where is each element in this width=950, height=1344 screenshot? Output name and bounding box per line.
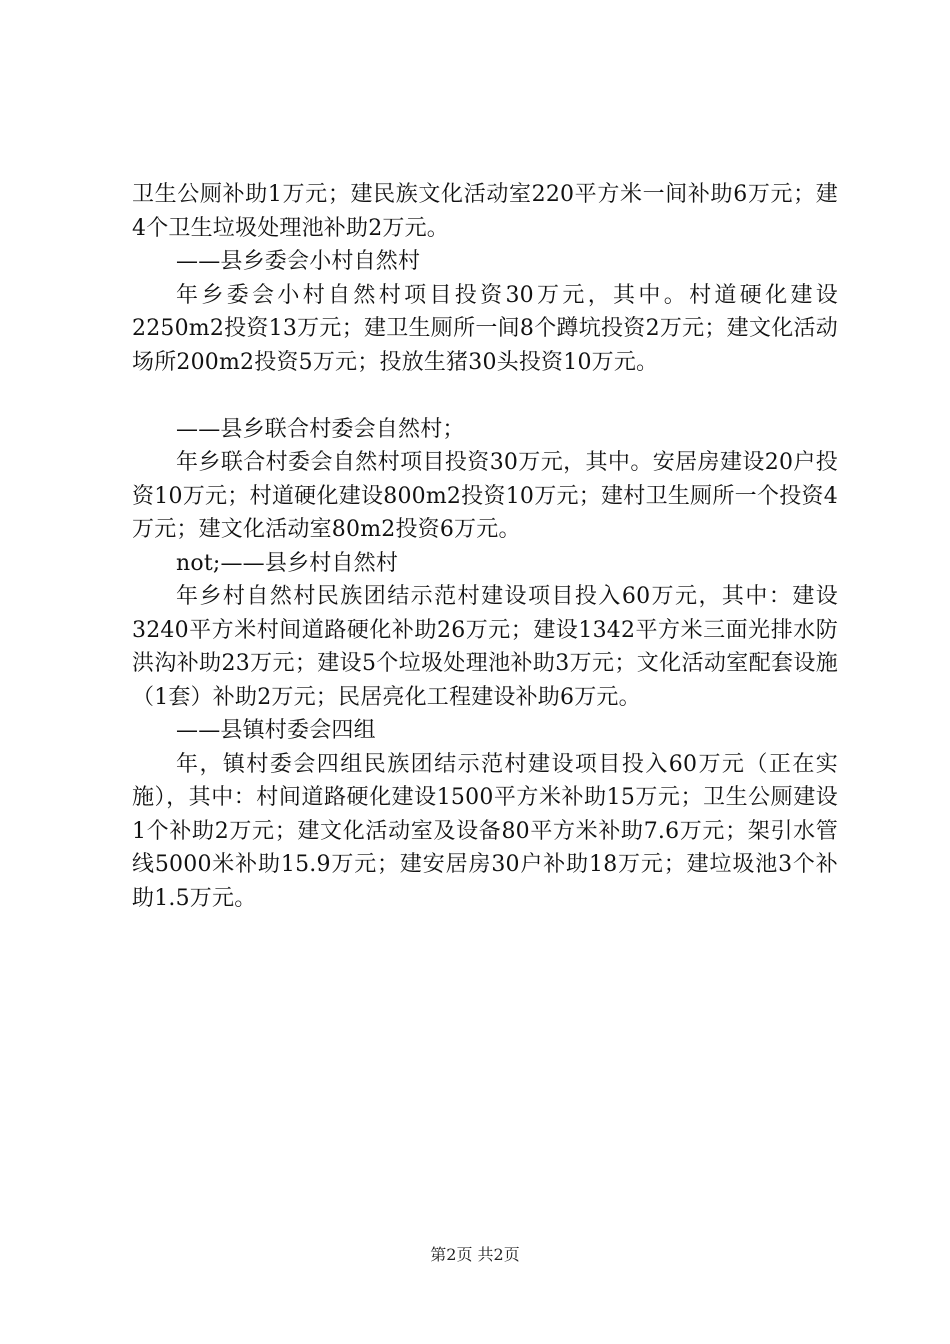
blank-line — [132, 379, 838, 413]
paragraph: 年，镇村委会四组民族团结示范村建设项目投入60万元（正在实施），其中：村间道路硬化建设1500平方米补助15万元；卫生公厕建设1个补助2万元；建文化活动室及设备80平方米补助7.6万元；架引水管线5000米补助15.9万元；建安居房30户补助18万元；建垃圾池3个补助1.5万元。 — [132, 751, 838, 911]
paragraph: 年乡村自然村民族团结示范村建设项目投入60万元，其中：建设3240平方米村间道路硬化补助26万元；建设1342平方米三面光排水防洪沟补助23万元；建设5个垃圾处理池补助3万元；文化活动室配套设施（1套）补助2万元；民居亮化工程建设补助6万元。 — [132, 584, 838, 710]
paragraph: 年乡委会小村自然村项目投资30万元，其中。村道硬化建设2250m2投资13万元；建卫生厕所一间8个蹲坑投资2万元；建文化活动场所200m2投资5万元；投放生猪30头投资10万元。 — [132, 282, 838, 375]
section-heading: ——县乡联合村委会自然村； — [176, 416, 465, 442]
paragraph: 卫生公厕补助1万元；建民族文化活动室220平方米一间补助6万元；建4个卫生垃圾处理池补助2万元。 — [132, 182, 838, 241]
section-heading: ——县镇村委会四组 — [176, 718, 376, 743]
section-heading: not;——县乡村自然村 — [176, 550, 399, 576]
section-heading: ——县乡委会小村自然村 — [176, 249, 421, 274]
document-body — [132, 178, 838, 915]
page-number-footer: 第2页 共2页 — [430, 1245, 520, 1264]
paragraph: 年乡联合村委会自然村项目投资30万元，其中。安居房建设20户投资10万元；村道硬化建设800m2投资10万元；建村卫生厕所一个投资4万元；建文化活动室80m2投资6万元。 — [132, 450, 838, 542]
